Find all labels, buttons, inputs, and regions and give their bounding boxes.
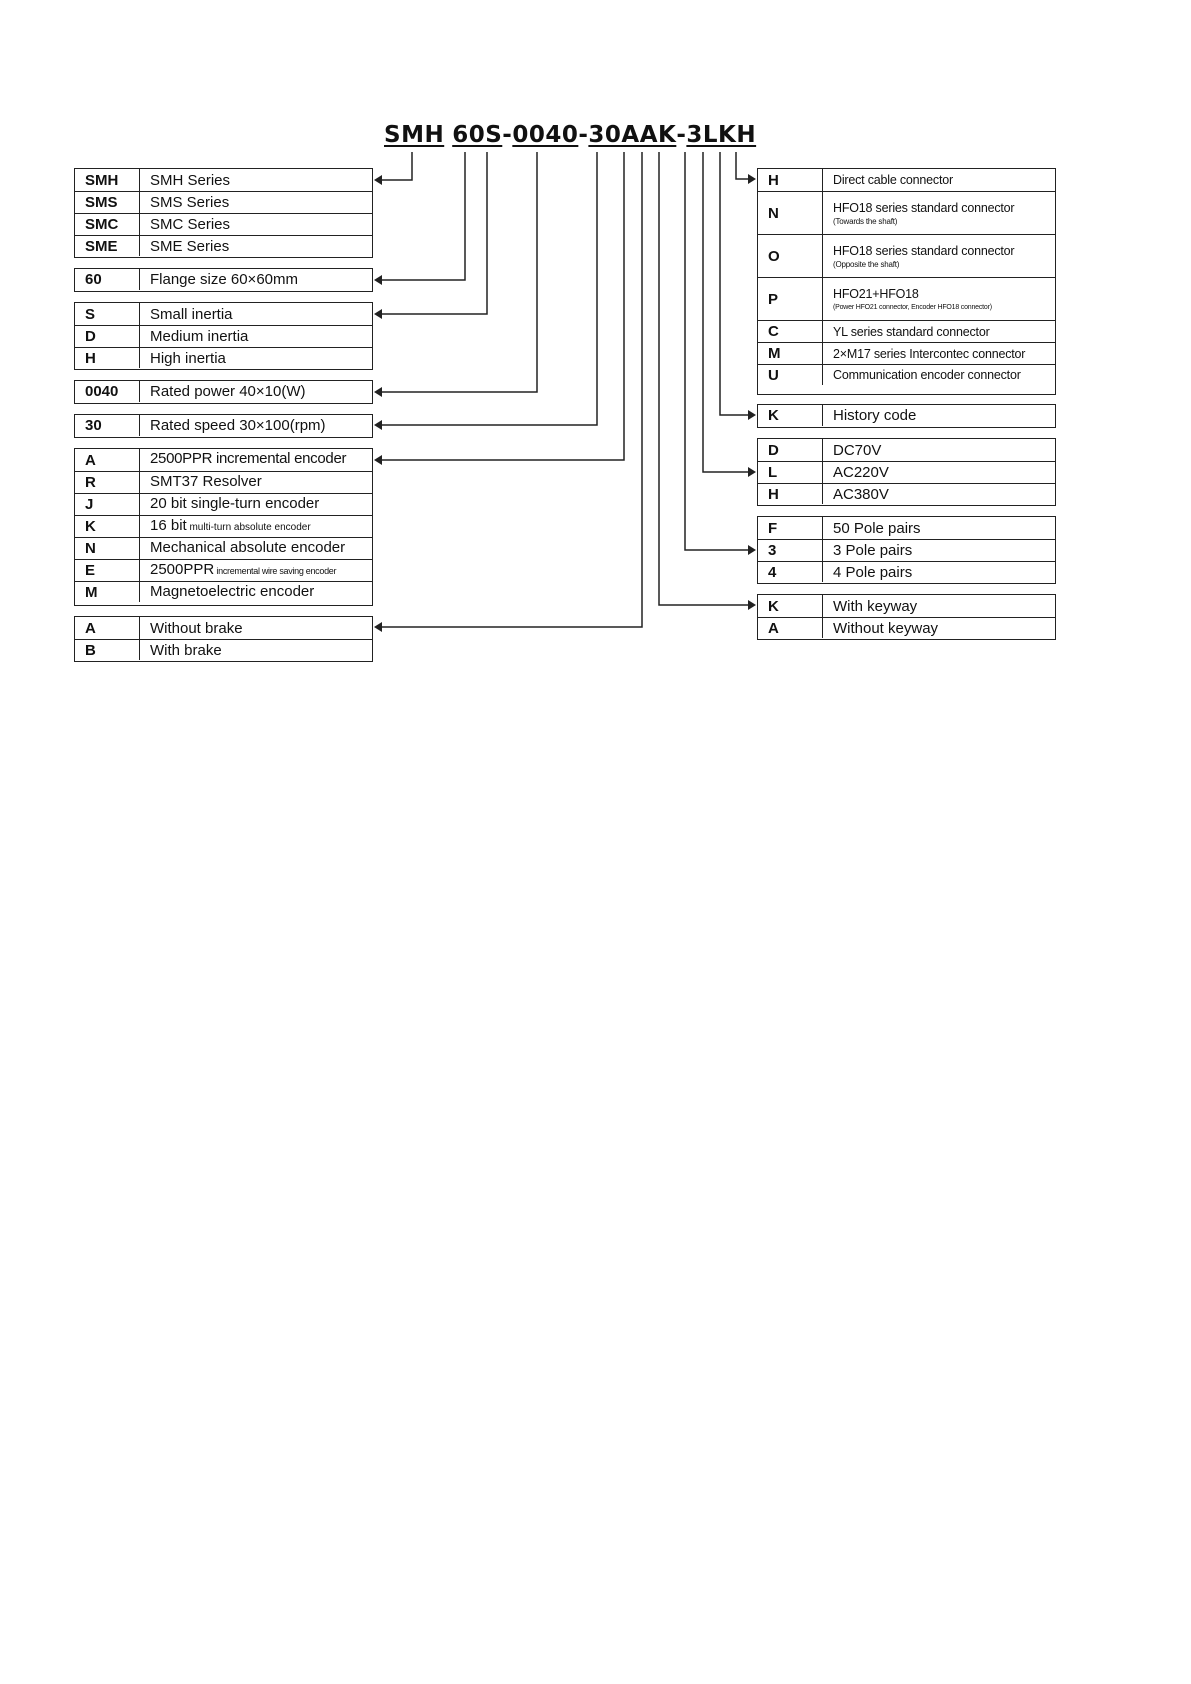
pole-pairs-table — [757, 516, 1056, 584]
option-desc-text: Magnetoelectric encoder — [150, 583, 315, 600]
arrowhead-icon — [374, 387, 382, 397]
table-row — [75, 381, 372, 402]
table-row — [758, 539, 1055, 561]
table-row — [758, 439, 1055, 461]
option-code: M — [75, 582, 140, 602]
table-row — [75, 269, 372, 290]
option-desc-small: multi-turn absolute encoder — [186, 522, 311, 533]
option-code: E — [75, 560, 140, 581]
table-row — [758, 517, 1055, 539]
arrowhead-icon — [748, 545, 756, 555]
option-desc: Medium inertia — [150, 328, 249, 345]
option-desc: With keyway — [833, 597, 918, 615]
option-code: R — [75, 472, 140, 493]
power-table — [74, 380, 373, 404]
encoder-table — [74, 448, 373, 606]
option-code: 0040 — [75, 381, 140, 402]
inertia-table — [74, 302, 373, 370]
option-desc-sub: (Power HFO21 connector, Encoder HFO18 connector) — [833, 303, 992, 311]
model-code-separator: - — [502, 122, 513, 148]
model-code-prefix: SMH — [384, 122, 445, 148]
option-desc: Flange size 60×60mm — [150, 271, 298, 288]
history-table — [757, 404, 1056, 428]
model-code-segment: 60S — [452, 122, 503, 148]
option-desc — [823, 192, 1055, 234]
option-code: D — [75, 326, 140, 347]
option-code: SMC — [75, 214, 140, 235]
table-row — [75, 169, 372, 191]
option-code: D — [758, 439, 823, 461]
table-row — [75, 471, 372, 493]
option-desc-text: 2500PPR — [150, 561, 215, 578]
option-desc — [823, 343, 1055, 364]
option-code: S — [75, 303, 140, 325]
table-row — [758, 364, 1055, 385]
model-code-separator: - — [676, 122, 687, 148]
arrowhead-icon — [748, 410, 756, 420]
option-desc: With brake — [150, 641, 222, 659]
table-row — [758, 405, 1055, 426]
option-desc — [140, 582, 372, 602]
option-desc: SME Series — [150, 237, 230, 255]
connector-table — [757, 168, 1056, 395]
option-desc-text: YL series standard connector — [833, 324, 990, 339]
option-desc: 50 Pole pairs — [833, 519, 921, 537]
option-desc — [140, 494, 372, 515]
option-desc-text: Mechanical absolute encoder — [150, 539, 346, 556]
arrowhead-icon — [374, 175, 382, 185]
wire-connector — [736, 152, 750, 179]
wire-voltage — [703, 152, 750, 472]
option-desc-text: 20 bit single-turn encoder — [150, 495, 320, 512]
table-row — [75, 581, 372, 602]
option-desc — [140, 449, 372, 471]
option-desc — [140, 538, 372, 559]
option-code: K — [758, 595, 823, 617]
option-desc-text: HFO18 series standard connector — [833, 200, 1015, 215]
option-desc-small: incremental wire saving encoder — [214, 566, 337, 576]
arrowhead-icon — [374, 622, 382, 632]
option-code: H — [758, 484, 823, 504]
option-desc: SMS Series — [150, 194, 230, 211]
arrowhead-icon — [748, 600, 756, 610]
option-code: 60 — [75, 269, 140, 290]
option-code: SME — [75, 236, 140, 256]
model-code — [384, 118, 756, 148]
wire-flange — [380, 152, 465, 280]
option-desc-sub: (Towards the shaft) — [833, 216, 898, 226]
option-desc — [140, 472, 372, 493]
table-row — [758, 595, 1055, 617]
option-code: F — [758, 517, 823, 539]
table-row — [758, 483, 1055, 504]
option-desc — [823, 278, 1055, 320]
table-row — [75, 347, 372, 368]
option-desc: AC380V — [833, 485, 889, 503]
brake-table — [74, 616, 373, 662]
option-desc — [140, 516, 372, 537]
table-row — [758, 169, 1055, 191]
option-code: M — [758, 343, 823, 364]
arrowhead-icon — [374, 275, 382, 285]
wire-poles — [685, 152, 750, 550]
option-code: A — [75, 449, 140, 471]
option-code: A — [75, 617, 140, 639]
wire-brake — [380, 152, 642, 627]
arrowhead-icon — [748, 174, 756, 184]
option-desc: SMH Series — [150, 171, 231, 189]
wire-speed — [380, 152, 597, 425]
option-desc-text: SMT37 Resolver — [150, 473, 262, 490]
table-row — [758, 561, 1055, 582]
option-code: 30 — [75, 415, 140, 436]
model-code-segment: 3LKH — [686, 122, 757, 148]
table-row — [75, 617, 372, 639]
arrowhead-icon — [748, 467, 756, 477]
option-code: N — [75, 538, 140, 559]
option-desc-text: 16 bit — [150, 517, 187, 534]
option-code: A — [758, 618, 823, 638]
table-row — [75, 213, 372, 235]
option-code: K — [75, 516, 140, 537]
option-code: O — [758, 235, 823, 277]
option-code: SMS — [75, 192, 140, 213]
model-code-segment: 30AAK — [588, 122, 677, 148]
option-code: H — [75, 348, 140, 368]
table-row — [75, 537, 372, 559]
table-row — [75, 639, 372, 660]
wire-inertia — [380, 152, 487, 314]
wire-encoder — [380, 152, 624, 460]
option-desc-text: HFO18 series standard connector — [833, 243, 1015, 258]
voltage-table — [757, 438, 1056, 506]
option-desc-text: HFO21+HFO18 — [833, 286, 919, 301]
option-code: U — [758, 365, 823, 385]
table-row — [758, 277, 1055, 320]
option-desc: SMC Series — [150, 216, 231, 233]
option-code: P — [758, 278, 823, 320]
table-row — [75, 303, 372, 325]
option-code: C — [758, 321, 823, 342]
table-row — [75, 415, 372, 436]
wire-keyway — [659, 152, 750, 605]
model-code-separator: - — [578, 122, 589, 148]
table-row — [75, 325, 372, 347]
option-desc: Small inertia — [150, 305, 233, 323]
option-desc — [140, 560, 372, 581]
option-desc: DC70V — [833, 441, 882, 459]
option-desc: History code — [833, 407, 917, 424]
option-desc-text: 2×M17 series Intercontec connector — [833, 346, 1026, 361]
option-desc: Rated power 40×10(W) — [150, 383, 306, 400]
option-code: 3 — [758, 540, 823, 561]
option-code: J — [75, 494, 140, 515]
wire-power — [380, 152, 537, 392]
table-row — [75, 493, 372, 515]
option-code: SMH — [75, 169, 140, 191]
table-row — [758, 191, 1055, 234]
table-row — [75, 235, 372, 256]
option-desc-text: Communication encoder connector — [833, 368, 1021, 382]
wire-history — [720, 152, 750, 415]
option-desc — [823, 321, 1055, 342]
option-desc-text: Direct cable connector — [833, 173, 953, 187]
series-table — [74, 168, 373, 258]
option-code: 4 — [758, 562, 823, 582]
model-code-segment: 0040 — [512, 122, 579, 148]
option-desc: Without brake — [150, 619, 243, 637]
table-row — [758, 234, 1055, 277]
table-row — [758, 461, 1055, 483]
table-row — [75, 559, 372, 581]
table-row — [758, 342, 1055, 364]
option-desc — [823, 169, 1055, 191]
arrowhead-icon — [374, 455, 382, 465]
option-code: K — [758, 405, 823, 426]
option-code: H — [758, 169, 823, 191]
flange-table — [74, 268, 373, 292]
table-row — [758, 617, 1055, 638]
option-code: B — [75, 640, 140, 660]
option-desc: Without keyway — [833, 619, 939, 637]
option-code: N — [758, 192, 823, 234]
arrowhead-icon — [374, 420, 382, 430]
arrowhead-icon — [374, 309, 382, 319]
option-desc: High inertia — [150, 349, 226, 367]
option-code: L — [758, 462, 823, 483]
option-desc: AC220V — [833, 464, 889, 481]
table-row — [75, 449, 372, 471]
wire-series — [380, 152, 412, 180]
keyway-table — [757, 594, 1056, 640]
option-desc: Rated speed 30×100(rpm) — [150, 417, 326, 434]
option-desc: 4 Pole pairs — [833, 563, 913, 581]
table-row — [758, 320, 1055, 342]
table-row — [75, 515, 372, 537]
option-desc-sub: (Opposite the shaft) — [833, 259, 900, 269]
option-desc-text: 2500PPR incremental encoder — [150, 450, 347, 467]
speed-table — [74, 414, 373, 438]
option-desc — [823, 365, 1055, 385]
option-desc: 3 Pole pairs — [833, 542, 913, 559]
table-row — [75, 191, 372, 213]
option-desc — [823, 235, 1055, 277]
